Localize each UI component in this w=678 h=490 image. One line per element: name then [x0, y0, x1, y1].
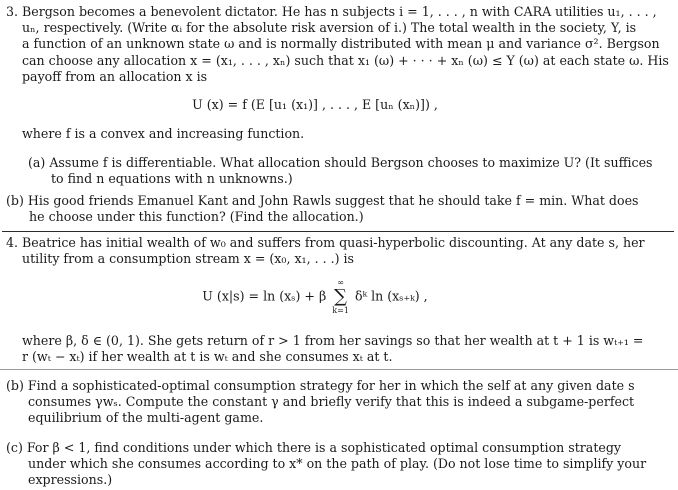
q4-part-c: (c) For β < 1, find conditions under which there is a sophisticated optimal consumption strategy under which she consumes according to x* on the path of play. (Do not lose time to simplify your expressions.)	[6, 440, 647, 488]
q4-equation-left: U (x|s) = ln (xₛ) + β	[202, 288, 327, 304]
q3-line: can choose any allocation x = (x₁, . . . , xₙ) such that x₁ (ω) + · · · + xₙ (ω) ≤ Y (ω) at each state ω. His	[22, 52, 669, 68]
sum-upper-limit: ∞	[337, 278, 344, 287]
q3-line: 3. Bergson becomes a benevolent dictator. He has n subjects i = 1, . . . , n with CARA utilities u₁, . . . ,	[6, 4, 657, 19]
q3-equation: U (x) = f (E [u₁ (x₁)] , . . . , E [uₙ (xₙ)]) ,	[192, 97, 438, 112]
q3-line: payoff from an allocation x is	[22, 68, 208, 84]
section-divider	[2, 231, 674, 232]
question-3-body	[6, 4, 669, 85]
question-4-body	[6, 235, 645, 267]
q4-line: 4. Beatrice has initial wealth of w₀ and suffers from quasi-hyperbolic discounting. At any date s, her	[6, 235, 645, 250]
scan-artifact-line	[0, 369, 678, 370]
q4-part-b: (b) Find a sophisticated-optimal consumption strategy for her in which the self at any given date s consumes γwₛ. Compute the constant γ and briefly verify that this is indeed a subgame-perfect equilibrium of the multi-agent game.	[6, 378, 635, 426]
q3-line: uₙ, respectively. (Write αᵢ for the absolute risk aversion of i.) The total wealth in the society, Y, is	[22, 20, 637, 36]
sigma-glyph: ∑	[334, 286, 348, 307]
q4-equation	[150, 278, 480, 316]
q4-after-equation: where β, δ ∈ (0, 1). She gets return of r > 1 from her savings so that her wealth at t + 1 is wₜ₊₁ = r (wₜ − xₜ) if her wealth at t is wₜ and she consumes xₜ at t.	[22, 333, 644, 365]
q3-line: a function of an unknown state ω and is normally distributed with mean μ and variance σ². Bergson	[22, 36, 660, 52]
q4-equation-right: δᵏ ln (xₛ₊ₖ) ,	[354, 288, 428, 304]
summation-symbol	[332, 278, 349, 316]
q3-part-b: (b) His good friends Emanuel Kant and John Rawls suggest that he should take f = min. What does he choose under this function? (Find the allocation.)	[6, 193, 639, 225]
q3-after-equation: where f is a convex and increasing function.	[22, 126, 305, 141]
sum-lower-limit: k=1	[332, 306, 349, 315]
q3-part-a: (a) Assume f is differentiable. What allocation should Bergson chooses to maximize U? (It suffices to find n equations with n unknowns.)	[28, 155, 653, 187]
q4-line: utility from a consumption stream x = (x₀, x₁, . . .) is	[22, 251, 355, 267]
